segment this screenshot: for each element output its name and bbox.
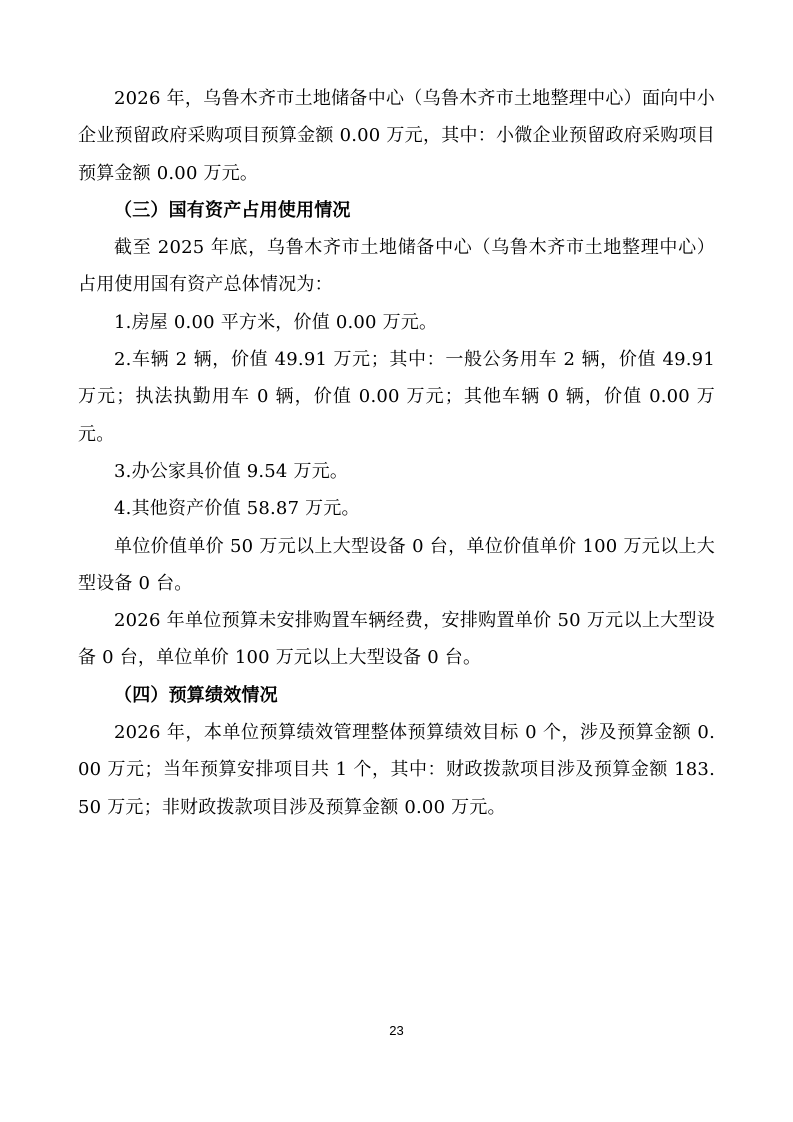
paragraph-assets-intro: 截至 2025 年底，乌鲁木齐市土地储备中心（乌鲁木齐市土地整理中心）占用使用国有资产总体情况为： (78, 237, 715, 296)
page-number: 23 (389, 1023, 404, 1038)
paragraph-large-equipment: 单位价值单价 50 万元以上大型设备 0 台，单位价值单价 100 万元以上大型设备 0 台。 (78, 535, 715, 594)
list-item-housing: 1.房屋 0.00 平方米，价值 0.00 万元。 (114, 311, 438, 333)
list-item-other-assets: 4.其他资产价值 58.87 万元。 (114, 498, 360, 520)
section-heading-budget-performance: （四）预算绩效情况 (114, 684, 278, 706)
document-body (78, 80, 715, 826)
list-item-office-furniture: 3.办公家具价值 9.54 万元。 (114, 460, 349, 482)
paragraph-government-procurement: 2026 年，乌鲁木齐市土地储备中心（乌鲁木齐市土地整理中心）面向中小企业预留政府采购项目预算金额 0.00 万元，其中：小微企业预留政府采购项目预算金额 0.00 万元。 (78, 88, 715, 184)
list-item-vehicles: 2.车辆 2 辆，价值 49.91 万元；其中：一般公务用车 2 辆，价值 49.91 万元；执法执勤用车 0 辆，价值 0.00 万元；其他车辆 0 辆，价值 0.00 万元。 (78, 349, 715, 445)
section-heading-state-assets: （三）国有资产占用使用情况 (114, 199, 351, 221)
paragraph-performance-targets: 2026 年，本单位预算绩效管理整体预算绩效目标 0 个，涉及预算金额 0.00 万元；当年预算安排项目共 1 个，其中：财政拨款项目涉及预算金额 183.50 万元；非财政拨款项目涉及预算金额 0.00 万元。 (78, 722, 715, 818)
page-footer (0, 1020, 793, 1039)
paragraph-vehicle-purchase: 2026 年单位预算未安排购置车辆经费，安排购置单价 50 万元以上大型设备 0 台，单位单价 100 万元以上大型设备 0 台。 (78, 610, 715, 669)
